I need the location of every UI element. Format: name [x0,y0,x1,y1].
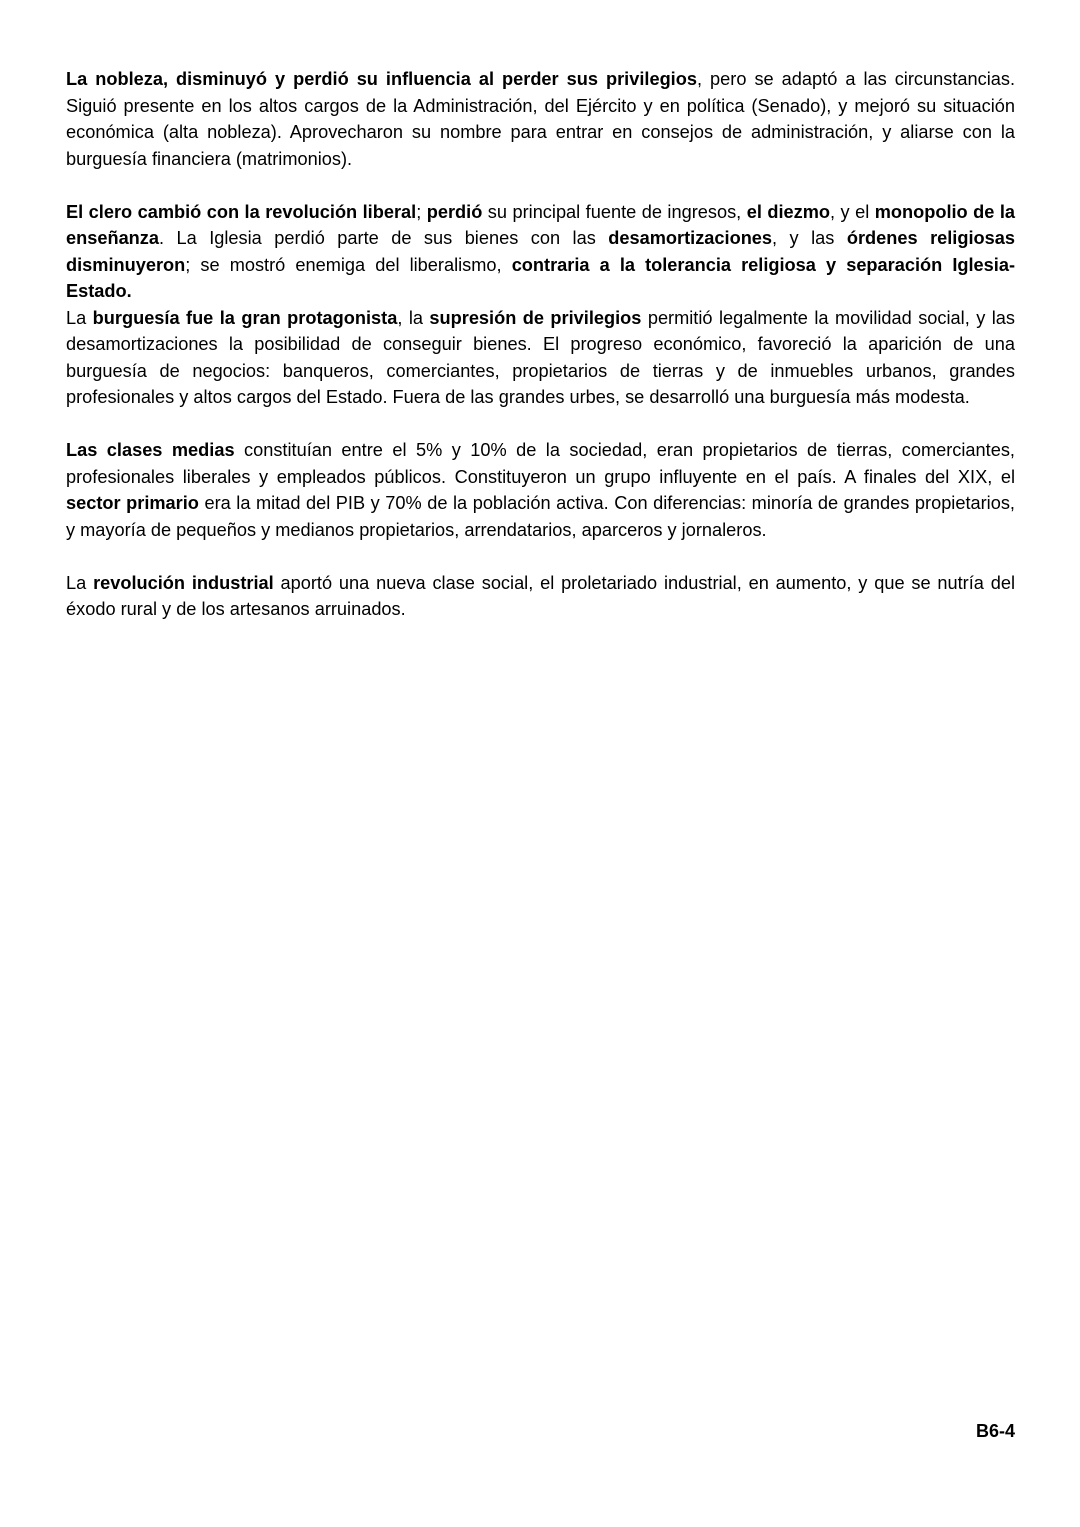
text-span: constituían entre el 5% y 10% de la sociedad, eran propietarios de tierras, comerciantes, profesionales liberales y empleados públicos. Constituyeron un grupo influyente en el país. A finales del XIX, el [66,440,1015,487]
text-span: perdió [426,201,483,222]
text-span: supresión de privilegios [429,307,642,328]
text-span: revolución industrial [93,572,274,593]
document-body [66,66,1015,623]
text-span: órdenes religiosas disminuyeron [66,228,1015,275]
text-span: permitió legalmente la movilidad social, y las desamortizaciones la posibilidad de conseguir bienes. El progreso económico, favoreció la aparición de una burguesía de negocios: banqueros, comerciantes, propietarios de tierras y de inmuebles urbanos, grandes profesionales y altos cargos del Estado. Fuera de las grandes urbes, se desarrolló una burguesía más modesta. [66,307,1015,407]
text-span: El clero cambió con la revolución liberal [66,201,417,222]
text-span: el diezmo [746,201,830,222]
text-span: monopolio de la enseñanza [66,201,1016,248]
text-span: desamortizaciones [608,228,773,248]
text-span: , pero se adaptó a las circunstancias. Siguió presente en los altos cargos de la Administración, del Ejército y en política (Senado), y mejoró su situación económica (alta nobleza). Aprovecharon su nombre para entrar en consejos de administración, y aliarse con la burguesía financiera (matrimonios). [66,69,1016,169]
text-span: , la [397,307,430,328]
text-span: era la mitad del PIB y 70% de la población activa. Con diferencias: minoría de grandes propietarios, y mayoría de pequeños y medianos propietarios, arrendatarios, aparceros y jornaleros. [66,493,1015,540]
text-span: La [66,572,94,593]
text-span: , y el [830,201,875,222]
paragraph-clero [66,199,1015,305]
text-span: contraria a la tolerancia religiosa y separación Iglesia-Estado. [66,254,1015,301]
text-span: sector primario [66,493,199,513]
text-span: burguesía fue la gran protagonista [92,307,398,328]
text-span: , y las [772,228,847,248]
text-span: Las clases medias [66,440,235,460]
text-span: La nobleza, disminuyó y perdió su influencia al perder sus privilegios [66,69,697,89]
paragraph-nobleza [66,66,1015,172]
text-span: aportó una nueva clase social, el proletariado industrial, en aumento, y que se nutría del éxodo rural y de los artesanos arruinados. [66,572,1015,619]
text-span: La [66,307,93,328]
paragraph-revolucion-industrial [66,570,1015,623]
page-number: B6-4 [975,1421,1015,1441]
paragraph-burguesia [66,305,1015,411]
text-span: su principal fuente de ingresos, [482,201,747,222]
paragraph-clases-medias [66,437,1015,543]
text-span: ; se mostró enemiga del liberalismo, [185,254,512,275]
text-span: . La Iglesia perdió parte de sus bienes con las [159,228,609,248]
text-span: ; [416,201,427,222]
